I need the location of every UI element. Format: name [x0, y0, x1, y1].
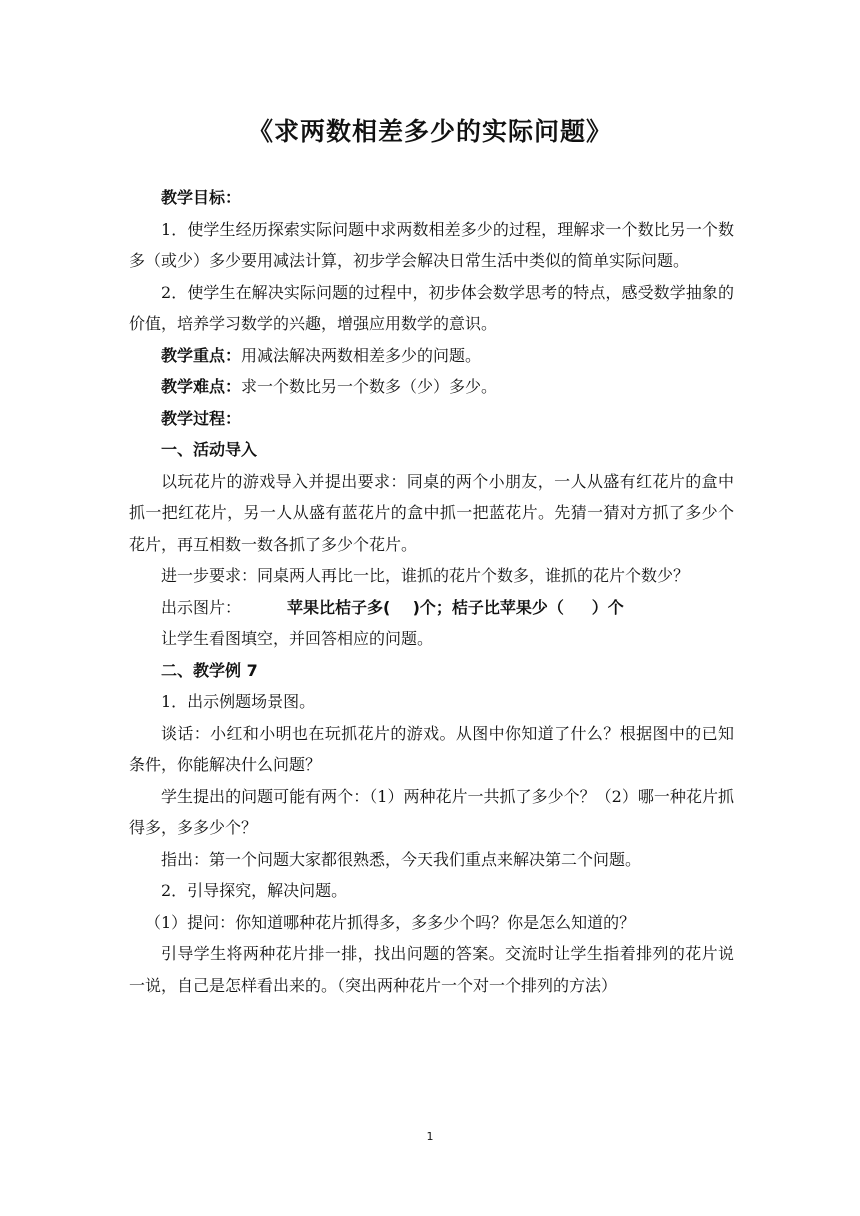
key-point-text: 用减法解决两数相差多少的问题。 — [241, 345, 482, 365]
paragraph-ask: （1）提问：你知道哪种花片抓得多，多多少个吗？你是怎么知道的？ — [145, 912, 636, 932]
figure-fill-blank: 苹果比桔子多( )个；桔子比苹果少（ ）个 — [287, 597, 624, 617]
document-title: 《求两数相差多少的实际问题》 — [247, 117, 612, 146]
goal-2: 2．使学生在解决实际问题的过程中，初步体会数学思考的特点，感受数学抽象的价值，培养学习数学的兴趣，增强应用数学的意识。 — [129, 282, 734, 333]
paragraph-compare: 进一步要求：同桌两人再比一比，谁抓的花片个数多，谁抓的花片个数少？ — [161, 566, 690, 585]
paragraph-step-2: 2．引导探究，解决问题。 — [161, 881, 348, 900]
paragraph-point-out: 指出：第一个问题大家都很熟悉，今天我们重点来解决第二个问题。 — [161, 849, 642, 869]
process-heading-text: 教学过程： — [161, 408, 242, 428]
key-point — [129, 340, 734, 372]
goals-heading-text: 教学目标： — [161, 188, 242, 207]
paragraph-step-1: 1．出示例题场景图。 — [161, 692, 316, 711]
section-1-heading-text: 一、活动导入 — [161, 440, 258, 459]
section-1-heading — [129, 434, 734, 466]
paragraph-guide: 引导学生将两种花片排一排，找出问题的答案。交流时让学生指着排列的花片说一说，自己是怎样看出来的。（突出两种花片一个对一个排列的方法） — [129, 944, 734, 995]
difficulty-label: 教学难点： — [161, 377, 242, 396]
paragraph-questions: 学生提出的问题可能有两个：（1）两种花片一共抓了多少个？（2）哪一种花片抓得多，多多少个？ — [129, 786, 734, 837]
figure-label: 出示图片： — [161, 597, 242, 617]
paragraph-talk: 谈话：小红和小明也在玩抓花片的游戏。从图中你知道了什么？根据图中的已知条件，你能解决什么问题？ — [129, 723, 734, 774]
key-point-label: 教学重点： — [161, 345, 242, 365]
figure-line — [129, 592, 734, 624]
difficulty — [129, 371, 734, 403]
paragraph-fill: 让学生看图填空，并回答相应的问题。 — [161, 629, 434, 648]
section-2-heading — [129, 655, 734, 687]
goals-heading — [129, 182, 734, 214]
process-heading — [129, 403, 734, 435]
goal-1: 1．使学生经历探索实际问题中求两数相差多少的过程，理解求一个数比另一个数多（或少）多少要用减法计算，初步学会解决日常生活中类似的简单实际问题。 — [129, 219, 734, 270]
section-2-heading-text: 二、教学例 7 — [161, 660, 258, 680]
paragraph-intro: 以玩花片的游戏导入并提出要求：同桌的两个小朋友，一人从盛有红花片的盒中抓一把红花片，另一人从盛有蓝花片的盒中抓一把蓝花片。先猜一猜对方抓了多少个花片，再互相数一数各抓了多少个花片。 — [129, 471, 734, 554]
difficulty-text: 求一个数比另一个数多（少）多少。 — [241, 377, 498, 396]
document-body — [129, 182, 734, 1001]
page-number: 1 — [426, 1130, 434, 1143]
